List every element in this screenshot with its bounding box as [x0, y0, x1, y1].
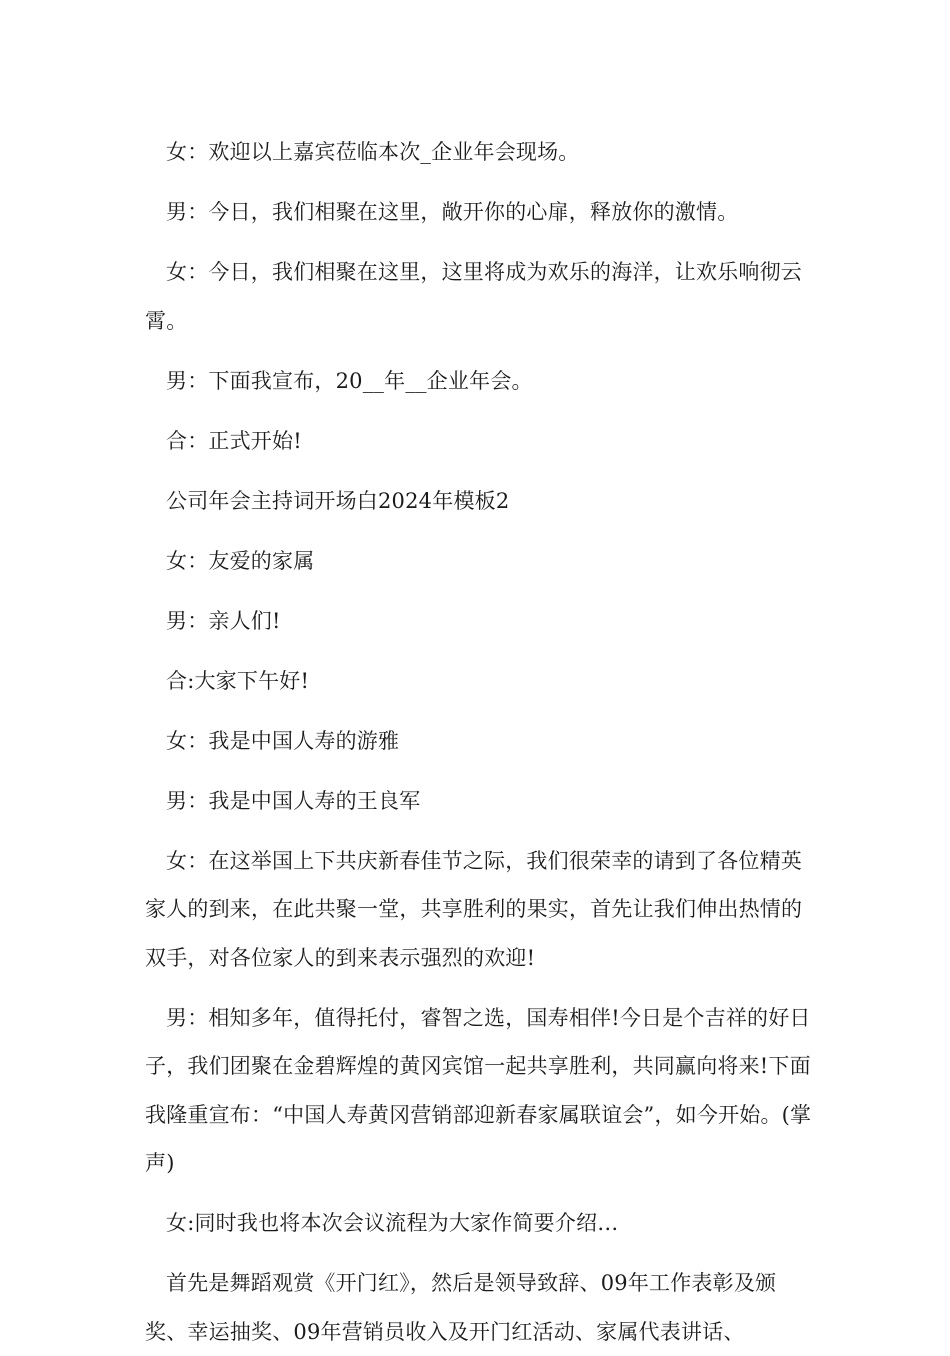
- document-body: [145, 128, 817, 1356]
- paragraph-female-family: 女：友爱的家属: [166, 548, 315, 573]
- section-heading: 公司年会主持词开场白2024年模板2: [166, 488, 510, 513]
- paragraph-male-intro: 男：我是中国人寿的王良军: [166, 788, 421, 813]
- paragraph-female-intro: 女：我是中国人寿的游雅: [166, 728, 400, 753]
- paragraph-female-ocean: 女：今日，我们相聚在这里，这里将成为欢乐的海洋，让欢乐响彻云霄。: [145, 260, 802, 333]
- paragraph-female-agenda: 女:同时我也将本次会议流程为大家作简要介绍…: [166, 1211, 619, 1235]
- paragraph-agenda-details: 首先是舞蹈观赏《开门红》，然后是领导致辞、09年工作表彰及颁奖、幸运抽奖、09年营销员收入及开门红活动、家属代表讲话、: [145, 1271, 777, 1344]
- paragraph-male-announce: 男：下面我宣布，20__年__企业年会。: [166, 368, 533, 393]
- paragraph-female-festival: 女：在这举国上下共庆新春佳节之际，我们很荣幸的请到了各位精英家人的到来，在此共聚一堂，共享胜利的果实，首先让我们伸出热情的双手，对各位家人的到来表示强烈的欢迎!: [145, 848, 803, 970]
- paragraph-together-start: 合：正式开始!: [166, 428, 302, 453]
- paragraph-male-relatives: 男：亲人们!: [166, 608, 281, 633]
- paragraph-male-gather: 男：今日，我们相聚在这里，敞开你的心扉，释放你的激情。: [166, 200, 739, 224]
- paragraph-male-declaration: 男：相知多年，值得托付，睿智之选，国寿相伴!今日是个吉祥的好日子，我们团聚在金碧辉煌的黄冈宾馆一起共享胜利，共同赢向将来!下面我隆重宣布：“中国人寿黄冈营销部迎新春家属联谊会”，如今开始。(掌声): [145, 1005, 812, 1175]
- paragraph-female-welcome: 女：欢迎以上嘉宾莅临本次_企业年会现场。: [166, 140, 580, 164]
- paragraph-together-greeting: 合:大家下午好!: [166, 668, 310, 693]
